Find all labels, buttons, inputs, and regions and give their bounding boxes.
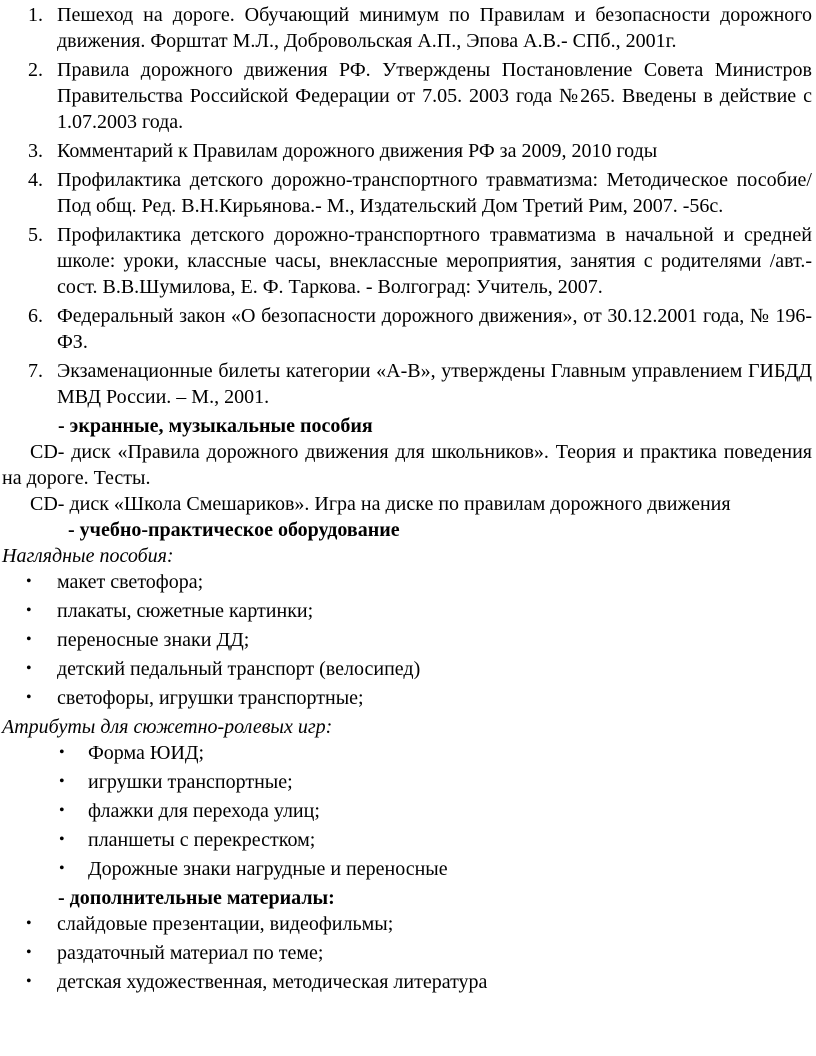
bullet-icon: •: [59, 744, 65, 761]
list-item-text: плакаты, сюжетные картинки;: [57, 600, 314, 622]
list-item: [2, 656, 812, 682]
list-item-text: детский педальный транспорт (велосипед): [57, 658, 421, 680]
references-list: [2, 2, 812, 410]
equipment-heading: [2, 517, 812, 543]
reference-text: Профилактика детского дорожно-транспортного травматизма: Методическое пособие/ Под общ. Ред. В.Н.Кирьянова.- М., Издательский Дом Третий Рим, 2007. -56с.: [57, 169, 812, 217]
reference-text: Пешеход на дороге. Обучающий минимум по Правилам и безопасности дорожного движения. Форштат М.Л., Добровольская А.П., Эпова А.В.- СПб., 2001г.: [57, 4, 812, 52]
reference-number: 7.: [28, 360, 43, 382]
reference-number: 1.: [28, 4, 43, 26]
bullet-icon: •: [26, 660, 32, 677]
bullet-icon: •: [26, 973, 32, 990]
bullet-icon: •: [26, 573, 32, 590]
extra-materials-list: [2, 911, 812, 995]
reference-text: Экзаменационные билеты категории «А-В», утверждены Главным управлением ГИБДД МВД России. – М., 2001.: [57, 360, 812, 408]
list-item: [2, 598, 812, 624]
reference-number: 5.: [28, 224, 43, 246]
bullet-icon: •: [26, 689, 32, 706]
reference-text: Правила дорожного движения РФ. Утверждены Постановление Совета Министров Правительства Российской Федерации от 7.05. 2003 года №265. Введены в действие с 1.07.2003 года.: [57, 59, 812, 133]
cd-item: CD- диск «Правила дорожного движения для школьников». Теория и практика поведения на дороге. Тесты.: [2, 441, 812, 489]
list-item-text: флажки для перехода улиц;: [88, 800, 320, 822]
heading-dash: -: [58, 887, 70, 909]
list-item: [2, 911, 812, 937]
bullet-icon: •: [59, 802, 65, 819]
list-item-text: Форма ЮИД;: [88, 742, 205, 764]
visual-aids-list: [2, 569, 812, 711]
reference-number: 2.: [28, 59, 43, 81]
list-item-text: переносные знаки ДД;: [57, 629, 250, 651]
list-item: [2, 827, 812, 853]
bullet-icon: •: [26, 944, 32, 961]
list-item-text: игрушки транспортные;: [88, 771, 293, 793]
reference-item: [2, 167, 812, 219]
heading-text: учебно-практическое оборудование: [79, 519, 400, 541]
reference-item: [2, 358, 812, 410]
screen-aids-heading: [2, 413, 812, 439]
list-item-text: макет светофора;: [57, 571, 204, 593]
bullet-icon: •: [26, 915, 32, 932]
bullet-icon: •: [26, 602, 32, 619]
list-item: [2, 685, 812, 711]
bullet-icon: •: [59, 831, 65, 848]
list-item: [2, 769, 812, 795]
list-item-text: слайдовые презентации, видеофильмы;: [57, 913, 394, 935]
list-item: [2, 569, 812, 595]
reference-item: [2, 57, 812, 135]
reference-item: [2, 2, 812, 54]
list-item: [2, 798, 812, 824]
reference-number: 3.: [28, 140, 43, 162]
reference-item: [2, 222, 812, 300]
reference-text: Профилактика детского дорожно-транспортного травматизма в начальной и средней школе: уроки, классные часы, внеклассные мероприятия, занятия с родителями /авт.-сост. В.В.Шумилова, Е. Ф. Таркова. - Волгоград: Учитель, 2007.: [57, 224, 812, 298]
list-item: [2, 940, 812, 966]
extra-materials-heading: [2, 885, 812, 911]
list-item: [2, 856, 812, 882]
reference-text: Федеральный закон «О безопасности дорожного движения», от 30.12.2001 года, № 196-ФЗ.: [57, 305, 812, 353]
list-item-text: детская художественная, методическая литература: [57, 971, 488, 993]
reference-item: [2, 138, 812, 164]
reference-number: 4.: [28, 169, 43, 191]
heading-text: экранные, музыкальные пособия: [69, 415, 373, 437]
list-item: [2, 740, 812, 766]
reference-item: [2, 303, 812, 355]
bullet-icon: •: [26, 631, 32, 648]
cd-item: CD- диск «Школа Смешариков». Игра на диске по правилам дорожного движения: [30, 493, 731, 515]
bullet-icon: •: [59, 860, 65, 877]
list-item: [2, 627, 812, 653]
list-item-text: раздаточный материал по теме;: [57, 942, 324, 964]
list-item: [2, 969, 812, 995]
list-item-text: планшеты с перекрестком;: [88, 829, 316, 851]
heading-text: дополнительные материалы:: [69, 887, 335, 909]
reference-number: 6.: [28, 305, 43, 327]
list-item-text: Дорожные знаки нагрудные и переносные: [88, 858, 448, 880]
roleplay-caption: Атрибуты для сюжетно-ролевых игр:: [2, 716, 333, 738]
heading-dash: -: [68, 519, 80, 541]
visual-aids-caption: Наглядные пособия:: [2, 545, 174, 567]
reference-text: Комментарий к Правилам дорожного движения РФ за 2009, 2010 годы: [57, 140, 658, 162]
roleplay-list: [2, 740, 812, 882]
bullet-icon: •: [59, 773, 65, 790]
heading-dash: -: [58, 415, 70, 437]
list-item-text: светофоры, игрушки транспортные;: [57, 687, 364, 709]
